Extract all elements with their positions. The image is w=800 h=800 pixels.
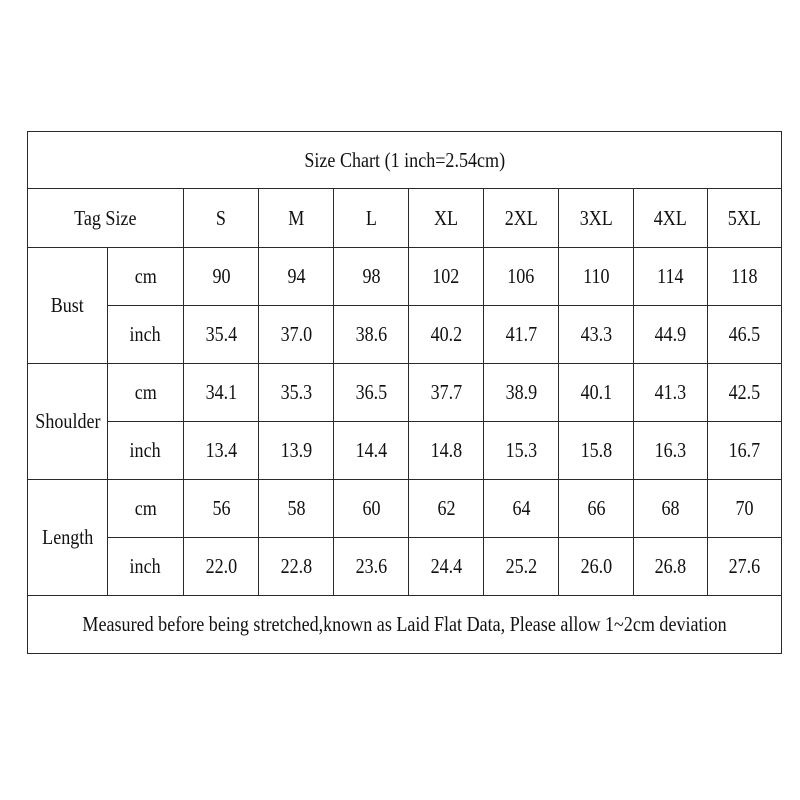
measurement-row bbox=[28, 538, 782, 596]
value-cell bbox=[634, 480, 708, 538]
value-cell bbox=[409, 364, 484, 422]
value-cell bbox=[559, 364, 634, 422]
value-text: 42.5 bbox=[728, 380, 761, 404]
value-cell bbox=[334, 364, 409, 422]
value-cell bbox=[484, 480, 559, 538]
unit-cell bbox=[108, 306, 184, 364]
value-text: 37.0 bbox=[280, 322, 312, 346]
value-text: 114 bbox=[657, 264, 684, 288]
measurement-row bbox=[28, 422, 782, 480]
value-cell bbox=[484, 538, 559, 596]
value-cell bbox=[708, 422, 782, 480]
value-text: 34.1 bbox=[205, 380, 237, 404]
tag-size-header bbox=[28, 189, 184, 248]
value-text: 44.9 bbox=[654, 322, 687, 346]
value-text: 35.3 bbox=[280, 380, 312, 404]
unit-cell bbox=[108, 480, 184, 538]
size-header bbox=[708, 189, 782, 248]
value-text: 46.5 bbox=[728, 322, 761, 346]
value-text: 110 bbox=[582, 264, 610, 288]
value-text: 40.1 bbox=[580, 380, 612, 404]
value-text: 41.7 bbox=[505, 322, 537, 346]
value-cell bbox=[559, 538, 634, 596]
value-text: 14.8 bbox=[430, 438, 462, 462]
value-cell bbox=[634, 422, 708, 480]
unit-label: cm bbox=[134, 496, 157, 520]
measurement-name-cell bbox=[28, 248, 108, 364]
value-cell bbox=[184, 422, 259, 480]
size-label: M bbox=[287, 205, 305, 230]
size-header bbox=[184, 189, 259, 248]
value-cell bbox=[184, 538, 259, 596]
value-cell bbox=[259, 480, 334, 538]
footer-row bbox=[28, 596, 782, 654]
value-cell bbox=[184, 306, 259, 364]
value-text: 26.8 bbox=[654, 554, 687, 578]
unit-cell bbox=[108, 248, 184, 306]
header-row bbox=[28, 189, 782, 248]
size-label: 2XL bbox=[504, 205, 538, 230]
value-text: 24.4 bbox=[430, 554, 462, 578]
footer-note-cell bbox=[28, 596, 782, 654]
value-cell bbox=[708, 248, 782, 306]
value-cell bbox=[634, 538, 708, 596]
value-text: 70 bbox=[735, 496, 754, 520]
value-cell bbox=[708, 306, 782, 364]
value-cell bbox=[334, 422, 409, 480]
measurement-name-cell bbox=[28, 480, 108, 596]
value-cell bbox=[334, 538, 409, 596]
size-chart-table bbox=[27, 131, 782, 654]
value-text: 118 bbox=[731, 264, 758, 288]
value-text: 22.8 bbox=[280, 554, 312, 578]
value-cell bbox=[559, 422, 634, 480]
value-cell bbox=[334, 248, 409, 306]
value-cell bbox=[334, 306, 409, 364]
value-text: 94 bbox=[286, 264, 306, 288]
value-text: 14.4 bbox=[355, 438, 387, 462]
value-cell bbox=[409, 422, 484, 480]
chart-title-text: Size Chart (1 inch=2.54cm) bbox=[304, 147, 505, 172]
size-header bbox=[409, 189, 484, 248]
value-cell bbox=[708, 480, 782, 538]
value-text: 37.7 bbox=[430, 380, 462, 404]
value-text: 41.3 bbox=[654, 380, 687, 404]
value-cell bbox=[634, 248, 708, 306]
value-cell bbox=[409, 538, 484, 596]
size-label: 5XL bbox=[727, 205, 762, 230]
value-text: 58 bbox=[286, 496, 306, 520]
value-text: 90 bbox=[211, 264, 231, 288]
chart-title bbox=[28, 132, 782, 189]
measurement-name: Shoulder bbox=[34, 409, 101, 433]
value-cell bbox=[259, 248, 334, 306]
value-text: 68 bbox=[661, 496, 680, 520]
size-header bbox=[484, 189, 559, 248]
value-text: 15.3 bbox=[505, 438, 537, 462]
value-text: 35.4 bbox=[205, 322, 237, 346]
value-text: 36.5 bbox=[355, 380, 387, 404]
value-cell bbox=[484, 306, 559, 364]
value-text: 40.2 bbox=[430, 322, 462, 346]
value-text: 66 bbox=[586, 496, 606, 520]
value-cell bbox=[184, 364, 259, 422]
value-cell bbox=[559, 306, 634, 364]
value-cell bbox=[184, 248, 259, 306]
unit-cell bbox=[108, 422, 184, 480]
measurement-name: Bust bbox=[50, 293, 85, 317]
value-cell bbox=[484, 248, 559, 306]
value-text: 56 bbox=[211, 496, 231, 520]
size-label: S bbox=[215, 205, 227, 230]
measurement-name: Length bbox=[41, 525, 94, 549]
value-text: 38.6 bbox=[355, 322, 387, 346]
size-label: 3XL bbox=[579, 205, 613, 230]
value-cell bbox=[559, 480, 634, 538]
measurement-row bbox=[28, 364, 782, 422]
value-text: 22.0 bbox=[205, 554, 237, 578]
measurement-row bbox=[28, 480, 782, 538]
value-text: 106 bbox=[507, 264, 535, 288]
unit-label: inch bbox=[129, 554, 162, 578]
value-text: 23.6 bbox=[355, 554, 387, 578]
measurement-row bbox=[28, 248, 782, 306]
value-cell bbox=[334, 480, 409, 538]
measurement-row bbox=[28, 306, 782, 364]
value-text: 15.8 bbox=[580, 438, 612, 462]
value-cell bbox=[708, 364, 782, 422]
unit-label: cm bbox=[134, 380, 157, 404]
value-cell bbox=[708, 538, 782, 596]
tag-size-label: Tag Size bbox=[74, 205, 137, 230]
value-cell bbox=[409, 306, 484, 364]
value-cell bbox=[634, 306, 708, 364]
value-text: 60 bbox=[361, 496, 381, 520]
value-text: 64 bbox=[511, 496, 531, 520]
value-text: 16.3 bbox=[654, 438, 687, 462]
value-text: 25.2 bbox=[505, 554, 537, 578]
value-text: 43.3 bbox=[580, 322, 612, 346]
value-text: 98 bbox=[361, 264, 381, 288]
footer-note: Measured before being stretched,known as Laid Flat Data, Please allow 1~2cm deviation bbox=[82, 612, 727, 636]
size-header bbox=[634, 189, 708, 248]
value-cell bbox=[559, 248, 634, 306]
size-header bbox=[259, 189, 334, 248]
size-label: XL bbox=[433, 205, 459, 230]
unit-label: cm bbox=[134, 264, 157, 288]
value-cell bbox=[259, 538, 334, 596]
value-text: 13.4 bbox=[205, 438, 237, 462]
unit-cell bbox=[108, 538, 184, 596]
unit-label: inch bbox=[129, 438, 162, 462]
title-row bbox=[28, 132, 782, 189]
value-text: 27.6 bbox=[728, 554, 761, 578]
value-text: 16.7 bbox=[728, 438, 761, 462]
value-text: 102 bbox=[432, 264, 460, 288]
value-cell bbox=[259, 364, 334, 422]
value-cell bbox=[484, 422, 559, 480]
value-cell bbox=[184, 480, 259, 538]
value-cell bbox=[259, 422, 334, 480]
value-text: 62 bbox=[436, 496, 456, 520]
measurement-name-cell bbox=[28, 364, 108, 480]
value-text: 38.9 bbox=[505, 380, 537, 404]
size-label: L bbox=[365, 205, 377, 230]
value-cell bbox=[634, 364, 708, 422]
value-text: 26.0 bbox=[580, 554, 612, 578]
value-cell bbox=[409, 248, 484, 306]
value-text: 13.9 bbox=[280, 438, 312, 462]
size-header bbox=[559, 189, 634, 248]
unit-label: inch bbox=[129, 322, 162, 346]
value-cell bbox=[259, 306, 334, 364]
unit-cell bbox=[108, 364, 184, 422]
value-cell bbox=[409, 480, 484, 538]
size-header bbox=[334, 189, 409, 248]
size-label: 4XL bbox=[653, 205, 688, 230]
value-cell bbox=[484, 364, 559, 422]
